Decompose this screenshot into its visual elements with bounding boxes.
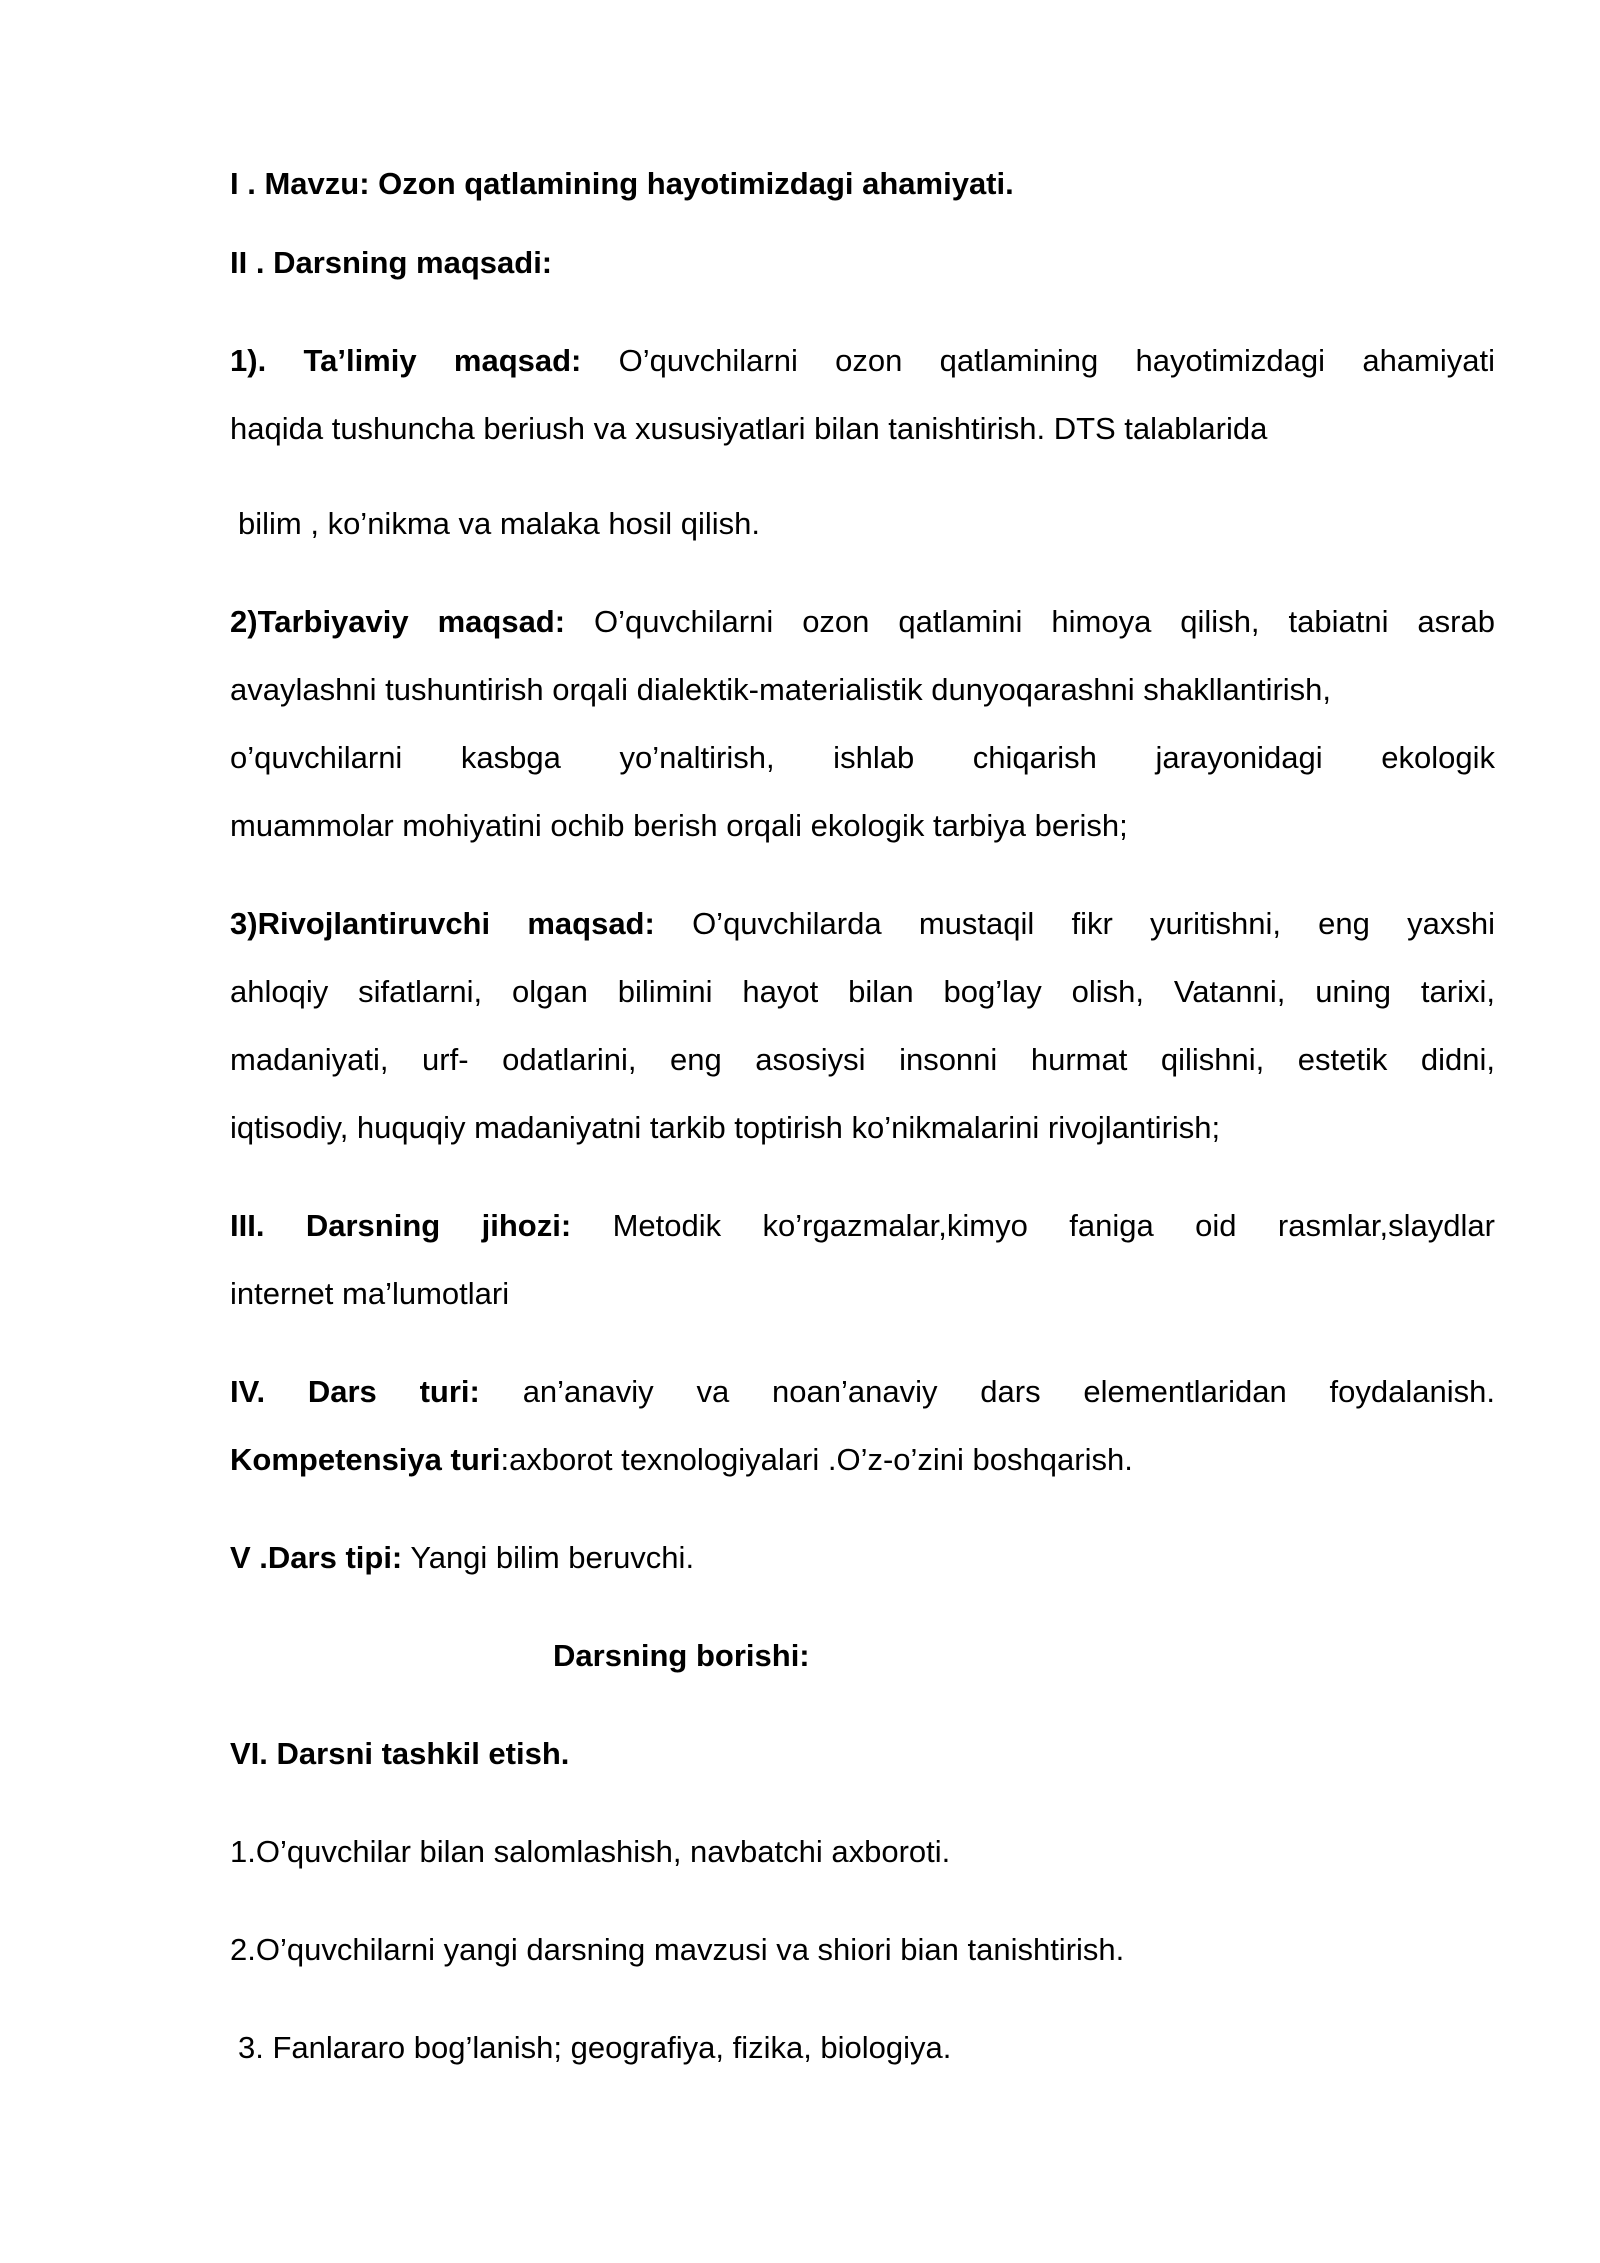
goal-heading: II . Darsning maqsadi: xyxy=(230,245,553,280)
development-goal-line1 xyxy=(230,890,1495,958)
edu-goal-line2: haqida tushuncha beriush va xususiyatlari bilan tanishtirish. DTS talablarida xyxy=(230,411,1268,446)
topic-label: I . Mavzu: xyxy=(230,166,370,201)
upbringing-goal-line2: avaylashni tushuntirish orqali dialektik-materialistik dunyoqarashni shakllantirish, xyxy=(230,672,1332,707)
edu-goal-line3: bilim , ko’nikma va malaka hosil qilish. xyxy=(238,506,761,541)
progress-heading: Darsning borishi: xyxy=(553,1638,810,1673)
equipment-line2: internet ma’lumotlari xyxy=(230,1276,510,1311)
development-goal-line4: iqtisodiy, huquqiy madaniyatni tarkib toptirish ko’nikmalarini rivojlantirish; xyxy=(230,1110,1221,1145)
competency-line xyxy=(230,1426,1495,1494)
lesson-kind-line xyxy=(230,1524,1495,1592)
lesson-kind-value: Yangi bilim beruvchi. xyxy=(410,1540,695,1575)
org-item-1: 1.O’quvchilar bilan salomlashish, navbatchi axboroti. xyxy=(230,1834,951,1869)
development-goal-text1: O’quvchilarda mustaqil fikr yuritishni, eng yaxshi xyxy=(692,906,1495,941)
lesson-type-text1: an’anaviy va noan’anaviy dars elementlaridan foydalanish. xyxy=(522,1374,1495,1409)
edu-goal-label: 1). Ta’limiy maqsad: xyxy=(230,343,582,378)
edu-goal-line1 xyxy=(230,327,1495,395)
development-goal-line2: ahloqiy sifatlarni, olgan bilimini hayot bilan bog’lay olish, Vatanni, uning tarixi, xyxy=(230,974,1495,1009)
org-item-3: 3. Fanlararo bog’lanish; geografiya, fizika, biologiya. xyxy=(238,2030,952,2065)
development-goal-label: 3)Rivojlantiruvchi maqsad: xyxy=(230,906,655,941)
edu-goal-text1: O’quvchilarni ozon qatlamining hayotimizdagi ahamiyati xyxy=(618,343,1495,378)
org-heading: VI. Darsni tashkil etish. xyxy=(230,1736,570,1771)
equipment-line1 xyxy=(230,1192,1495,1260)
upbringing-goal-text1: O’quvchilarni ozon qatlamini himoya qilish, tabiatni asrab xyxy=(594,604,1495,639)
upbringing-goal-line3: o’quvchilarni kasbga yo’naltirish, ishlab chiqarish jarayonidagi ekologik xyxy=(230,740,1495,775)
equipment-text1: Metodik ko’rgazmalar,kimyo faniga oid rasmlar,slaydlar xyxy=(612,1208,1495,1243)
lesson-kind-label: V .Dars tipi: xyxy=(230,1540,403,1575)
upbringing-goal-line1 xyxy=(230,588,1495,656)
development-goal-line3: madaniyati, urf- odatlarini, eng asosiysi insonni hurmat qilishni, estetik didni, xyxy=(230,1042,1495,1077)
lesson-type-label: IV. Dars turi: xyxy=(230,1374,480,1409)
lesson-type-line1 xyxy=(230,1358,1495,1426)
org-item-2: 2.O’quvchilarni yangi darsning mavzusi va shiori bian tanishtirish. xyxy=(230,1932,1125,1967)
topic-line xyxy=(230,150,1495,218)
upbringing-goal-line4: muammolar mohiyatini ochib berish orqali ekologik tarbiya berish; xyxy=(230,808,1128,843)
equipment-label: III. Darsning jihozi: xyxy=(230,1208,572,1243)
topic-title: Ozon qatlamining hayotimizdagi ahamiyati. xyxy=(378,166,1014,201)
competency-value: :axborot texnologiyalari .O’z-o’zini boshqarish. xyxy=(500,1442,1133,1477)
document-page xyxy=(230,150,1495,2082)
competency-label: Kompetensiya turi xyxy=(230,1442,501,1477)
upbringing-goal-label: 2)Tarbiyaviy maqsad: xyxy=(230,604,566,639)
